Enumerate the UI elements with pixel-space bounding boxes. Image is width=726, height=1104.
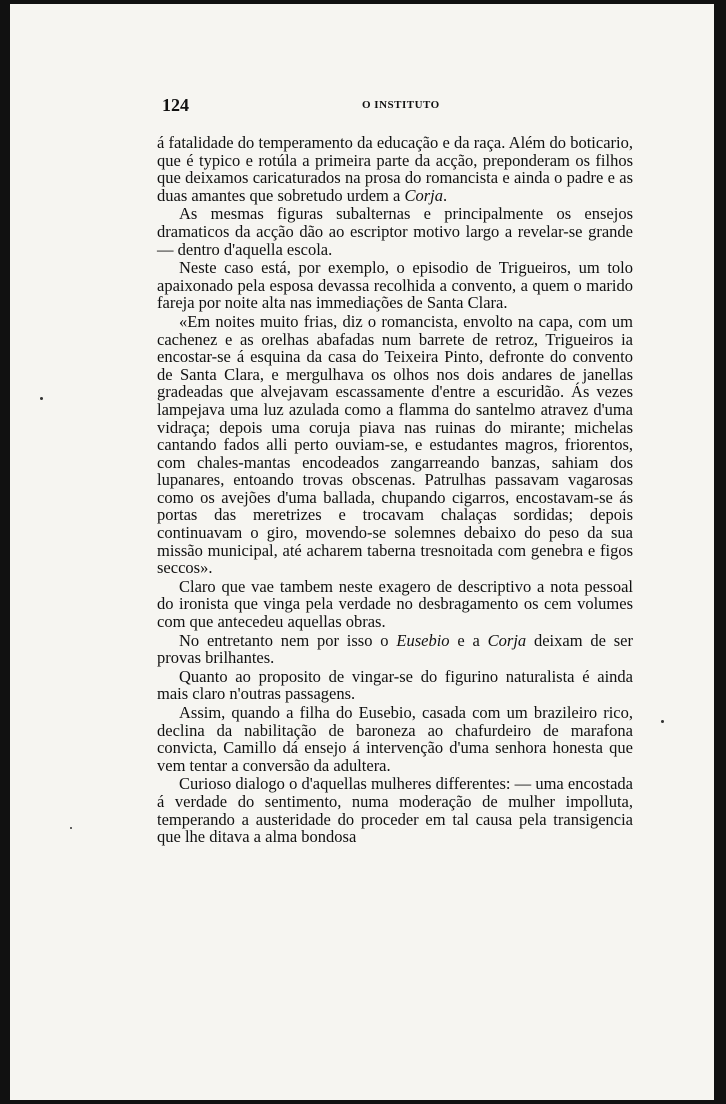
paragraph-7: Quanto ao proposito de vingar-se do figurino naturalista é ainda mais claro n'outras passagens.	[157, 666, 633, 704]
page-header	[162, 95, 635, 115]
paragraph-2: As mesmas figuras subalternas e principalmente os ensejos dramaticos da acção dão ao escriptor motivo largo a revelar-se grande — dentro d'aquella escola.	[157, 204, 633, 259]
italic-title: Corja	[404, 185, 443, 205]
paragraph-4-quotation: «Em noites muito frias, diz o romancista, envolto na capa, com um cachenez e as orelhas abafadas num barrete de retroz, Trigueiros ia encostar-se á esquina da casa do Teixeira Pinto, defronte do convento de Santa Clara, e mergulhava os olhos nos dois andares de janellas gradeadas que alvejavam escassamente d'entre a escuridão. Ás vezes lampejava uma luz azulada como a flamma do santelmo atravez d'uma vidraça; depois uma coruja piava nas ruinas do mirante; michelas cantando fados alli perto ouviam-se, e estudantes magros, friorentos, com chales-mantas encodeados zangarreando banzas, sahiam dos lupanares, entoando trovas obscenas. Patrulhas passavam vagarosas como os avejões d'uma ballada, chupando cigarros, encostavam-se ás portas das meretrizes e trocavam chalaças sordidas; depois continuavam o giro, movendo-se solemnes debaixo do peso da sua missão municipal, até acharem taberna tresnoitada com genebra e figos seccos».	[157, 311, 633, 578]
italic-title: Eusebio	[396, 630, 450, 650]
paragraph-1: á fatalidade do temperamento da educação e da raça. Além do boticario, que é typico e rotúla a primeira parte da acção, preponderam os filhos que deixamos caricaturados na prosa do romancista e ainda o padre e as duas amantes que sobretudo urdem a Corja.	[157, 133, 633, 205]
ink-speck	[40, 397, 43, 400]
body-text	[157, 134, 633, 846]
italic-title: Corja	[487, 630, 527, 650]
ink-speck	[70, 827, 72, 829]
paragraph-9: Curioso dialogo o d'aquellas mulheres differentes: — uma encostada á verdade do sentimento, numa moderação de mulher impolluta, temperando a austeridade do proceder em tal causa pela transigencia que lhe ditava a alma bondosa	[157, 774, 633, 847]
ink-speck	[661, 720, 664, 723]
paragraph-6: No entretanto nem por isso o Eusebio e a Corja deixam de ser provas brilhantes.	[157, 630, 633, 668]
paragraph-8: Assim, quando a filha do Eusebio, casada com um brazileiro rico, declina da nabilitação de baroneza ao chafurdeiro de marafona convicta, Camillo dá ensejo á intervenção d'uma senhora honesta que vem tentar a conversão da adultera.	[157, 703, 633, 775]
paragraph-3: Neste caso está, por exemplo, o episodio de Trigueiros, um tolo apaixonado pela esposa devassa recolhida a convento, a quem o marido fareja por noite alta nas immediações de Santa Clara.	[157, 258, 633, 313]
page-number: 124	[162, 95, 189, 115]
paragraph-5: Claro que vae tambem neste exagero de descriptivo a nota pessoal do ironista que vinga pela verdade no desbragamento os cem volumes com que antecedeu aquellas obras.	[157, 576, 633, 632]
running-title: O INSTITUTO	[362, 99, 440, 111]
